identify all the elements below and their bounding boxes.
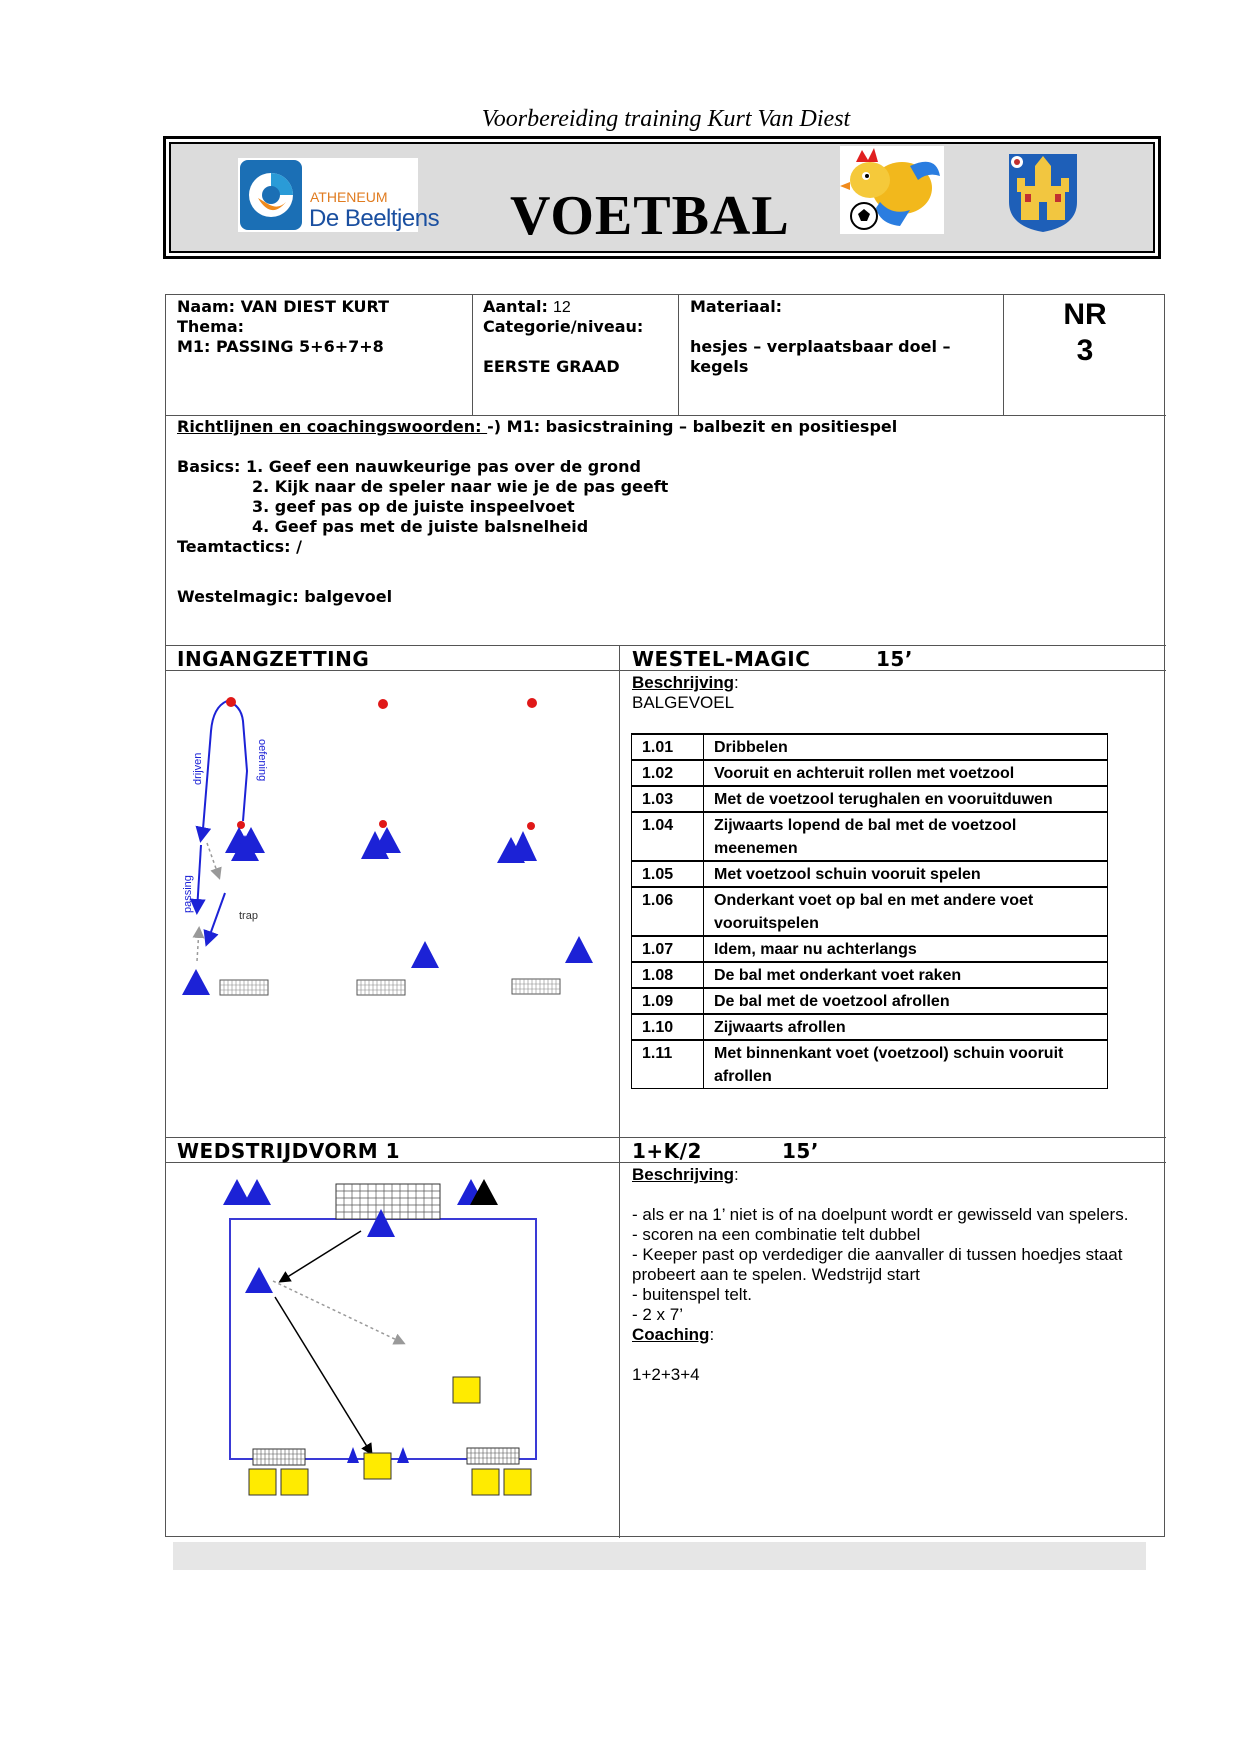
dribble-arrow [201, 829, 203, 839]
exercise-text: Zijwaarts lopend de bal met de voetzool meenemen [704, 812, 1108, 861]
exercise-number: 1.11 [632, 1040, 704, 1089]
info-m1: M1: PASSING 5+6+7+8 [177, 337, 384, 356]
cone-icon [378, 699, 388, 709]
description-line: - Keeper past op verdediger die aanvaller di tussen hoedjes staat probeert aan te spelen. Wedstrijd start [632, 1245, 1123, 1284]
match-diagram [167, 1163, 619, 1538]
exercise-row [632, 760, 1108, 786]
pass-arrow [281, 1231, 361, 1281]
description-line: - als er na 1’ niet is of na doelpunt wordt er gewisseld van spelers. [632, 1205, 1129, 1224]
opponent-icon [281, 1469, 308, 1495]
player-icon [411, 941, 439, 968]
exercise-number: 1.04 [632, 812, 704, 861]
player-icon [182, 969, 210, 995]
coaching-label: Coaching [632, 1325, 710, 1344]
cone-icon [527, 698, 537, 708]
opponent-icon [364, 1453, 391, 1479]
exercise-number: 1.05 [632, 861, 704, 887]
exercise-number: 1.10 [632, 1014, 704, 1040]
exercise-table [631, 733, 1108, 1089]
divider [166, 1137, 1166, 1138]
basics-1: Basics: 1. Geef een nauwkeurige pas over de grond [177, 457, 641, 476]
exercise-text: Met voetzool schuin vooruit spelen [704, 861, 1108, 887]
section1-right-time: 15’ [876, 647, 913, 671]
training-form [165, 294, 1165, 1537]
label-trap: trap [239, 910, 258, 922]
cone-icon [527, 822, 535, 830]
opponent-icon [504, 1469, 531, 1495]
richtlijnen-line [177, 417, 897, 437]
nr-value: 3 [1076, 334, 1094, 367]
info-graad: EERSTE GRAAD [483, 357, 620, 376]
colon: : [734, 673, 739, 692]
drill-diagram [167, 671, 619, 1137]
richtlijnen-rest: -) M1: basicstraining – balbezit en positiespel [487, 417, 898, 436]
diagram-ingangzetting [167, 671, 619, 1137]
section2-right-title: 1+K/2 [632, 1139, 702, 1163]
goal-icon [336, 1184, 440, 1219]
exercise-text: Onderkant voet op bal en met andere voet vooruitspelen [704, 887, 1108, 936]
opponent-icon [472, 1469, 499, 1495]
player-group [361, 827, 401, 859]
divider [166, 645, 1166, 646]
richtlijnen-label: Richtlijnen en coachingswoorden: [177, 417, 488, 436]
section1-beschrijving [632, 673, 739, 693]
exercise-row [632, 734, 1108, 760]
info-materiaal-line1: hesjes – verplaatsbaar doel – [690, 337, 951, 356]
rooster-mascot-icon [840, 146, 944, 234]
info-categorie: Categorie/niveau: [483, 317, 644, 336]
exercise-row [632, 962, 1108, 988]
footer-bar [173, 1542, 1146, 1570]
goal-icon [253, 1449, 305, 1465]
run-arrow [207, 843, 219, 877]
exercise-text: Vooruit en achteruit rollen met voetzool [704, 760, 1108, 786]
basics-2: 2. Kijk naar de speler naar wie je de pas geeft [252, 477, 669, 496]
divider [619, 645, 620, 1538]
field-outline [230, 1219, 536, 1459]
section1-left-title: INGANGZETTING [177, 647, 370, 671]
info-naam: Naam: VAN DIEST KURT [177, 297, 390, 316]
cone-icon [397, 1447, 409, 1463]
section2-left-title: WEDSTRIJDVORM 1 [177, 1139, 401, 1163]
divider [472, 295, 473, 415]
mascot-image [840, 146, 944, 234]
school-logo-icon [238, 158, 304, 232]
divider [166, 415, 1166, 416]
basics-3: 3. geef pas op de juiste inspeelvoet [252, 497, 575, 516]
exercise-text: Idem, maar nu achterlangs [704, 936, 1108, 962]
section2-description [632, 1205, 1152, 1385]
exercise-number: 1.02 [632, 760, 704, 786]
info-thema: Thema: [177, 317, 245, 336]
divider [678, 295, 679, 415]
section1-right-title: WESTEL-MAGIC [632, 647, 811, 671]
dribble-path [203, 701, 247, 829]
description-line: - scoren na een combinatie telt dubbel [632, 1225, 921, 1244]
exercise-row [632, 812, 1108, 861]
exercise-number: 1.03 [632, 786, 704, 812]
goal-icon [220, 980, 268, 995]
basics-4: 4. Geef pas met de juiste balsnelheid [252, 517, 589, 536]
exercise-number: 1.07 [632, 936, 704, 962]
cone-icon [237, 821, 245, 829]
beschrijving-label: Beschrijving [632, 1165, 735, 1184]
aantal-value: 12 [553, 299, 571, 316]
exercise-text: De bal met de voetzool afrollen [704, 988, 1108, 1014]
run-arrow [197, 929, 199, 961]
header-subtitle: Voorbereiding training Kurt Van Diest [481, 106, 851, 132]
info-materiaal-label: Materiaal: [690, 297, 783, 316]
player-icon [565, 936, 593, 963]
cone-icon [226, 697, 236, 707]
opponent-icon [249, 1469, 276, 1495]
beschrijving-label: Beschrijving [632, 673, 735, 692]
logo-text-big: De Beeltjens [309, 205, 440, 232]
exercise-row [632, 1040, 1108, 1089]
exercise-row [632, 887, 1108, 936]
exercise-number: 1.09 [632, 988, 704, 1014]
aantal-label: Aantal: [483, 297, 548, 316]
exercise-number: 1.08 [632, 962, 704, 988]
player-icon [243, 1179, 271, 1205]
teamtactics: Teamtactics: / [177, 537, 302, 556]
exercise-row [632, 936, 1108, 962]
goal-icon [512, 979, 560, 994]
section2-beschrijving [632, 1165, 739, 1185]
info-materiaal-line2: kegels [690, 357, 749, 376]
exercise-text: Met de voetzool terughalen en vooruitduwen [704, 786, 1108, 812]
exercise-row [632, 1014, 1108, 1040]
colon: : [734, 1165, 739, 1184]
westelmagic: Westelmagic: balgevoel [177, 587, 393, 606]
section2-right-time: 15’ [782, 1139, 819, 1163]
goal-icon [357, 980, 405, 995]
exercise-number: 1.01 [632, 734, 704, 760]
city-crest [1007, 152, 1079, 234]
label-drijven: drijven [192, 752, 204, 785]
page-title: VOETBAL [510, 185, 790, 247]
colon: : [709, 1325, 715, 1344]
diagram-wedstrijdvorm [167, 1163, 619, 1538]
goal-icon [467, 1448, 519, 1464]
opponent-icon [453, 1377, 480, 1403]
player-group [225, 827, 265, 861]
exercise-row [632, 786, 1108, 812]
exercise-row [632, 861, 1108, 887]
exercise-text: Met binnenkant voet (voetzool) schuin vooruit afrollen [704, 1040, 1108, 1089]
info-aantal [483, 297, 571, 318]
exercise-table-grid [631, 733, 1108, 1089]
exercise-text: Dribbelen [704, 734, 1108, 760]
coaching-heading [632, 1325, 1152, 1345]
run-arrow [273, 1281, 403, 1343]
description-line: - 2 x 7’ [632, 1305, 684, 1324]
pass-arrow [207, 893, 225, 943]
player-icon [245, 1267, 273, 1293]
player-group [497, 831, 537, 863]
section1-beschrijving-value: BALGEVOEL [632, 693, 735, 712]
description-line: - buitenspel telt. [632, 1285, 753, 1304]
exercise-text: De bal met onderkant voet raken [704, 962, 1108, 988]
nr-label: NR [1063, 298, 1107, 331]
exercise-row [632, 988, 1108, 1014]
coaching-value: 1+2+3+4 [632, 1365, 700, 1384]
crest-icon [1007, 152, 1079, 234]
exercise-number: 1.06 [632, 887, 704, 936]
cone-icon [379, 820, 387, 828]
label-passing: passing [182, 875, 194, 913]
cone-icon [347, 1447, 359, 1463]
pass-arrow [197, 845, 201, 911]
logo-text-small: ATHENEUM [310, 189, 388, 205]
exercise-text: Zijwaarts afrollen [704, 1014, 1108, 1040]
label-oefening: oefening [256, 739, 268, 782]
